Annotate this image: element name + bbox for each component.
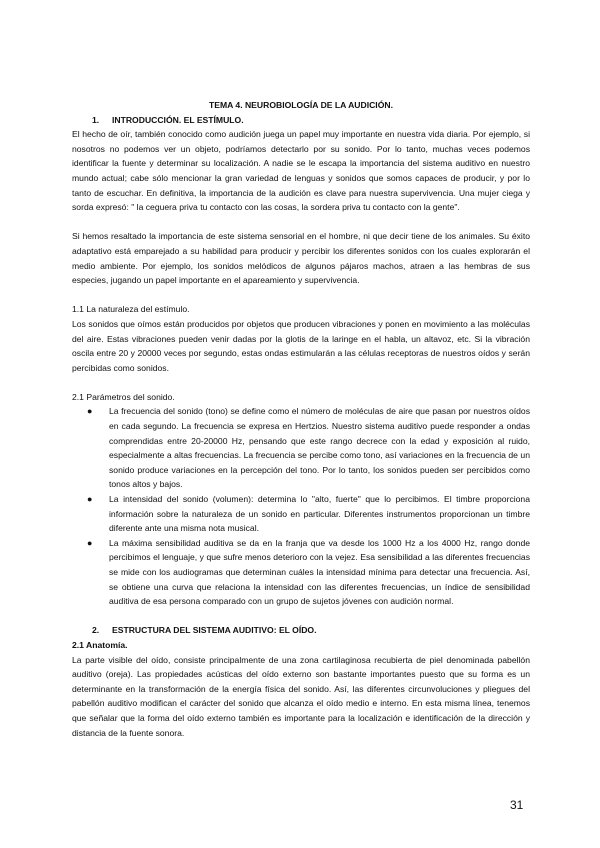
list-item (87, 492, 530, 536)
document-page (72, 98, 530, 740)
list-item-text: La frecuencia del sonido (tono) se define como el número de moléculas de aire que pasan por nuestros oídos en cada segundo. La frecuencia se expresa en Hertzios. Nuestro sistema auditivo puede responder a ondas comprendidas entre 20-20000 Hz, pensando que este rango decrece con la edad y exposición al ruido, especialmente a altas frecuencias. La frecuencia se percibe como tono, así variaciones en la frecuencia de un sonido produce variaciones en la percepción del tono. Por lo tanto, los sonidos pueden ser percibidos como tonos altos y bajos. (109, 406, 530, 490)
section-1-title: INTRODUCCIÓN. EL ESTÍMULO. (112, 114, 244, 125)
paragraph-animals: Si hemos resaltado la importancia de este sistema sensorial en el hombre, ni que decir tiene de los animales. Su éxito adaptativo está emparejado a su habilidad para producir y percibir los diferentes sonidos con los cuales explorarán el medio ambiente. Por ejemplo, los sonidos melódicos de algunos pájaros machos, atraen a las hembras de sus especies, jugando un papel importante en el apareamiento y supervivencia. (72, 231, 530, 286)
section-1-number: 1. (92, 114, 100, 125)
bullet-icon: ● (87, 406, 93, 417)
section-1-heading (72, 113, 530, 128)
section-1-1-heading: 1.1 La naturaleza del estímulo. (72, 304, 190, 315)
paragraph-intro: El hecho de oír, también conocido como audición juega un papel muy importante en nuestra vida diaria. Por ejemplo, si nosotros no podemos ver un objeto, podríamos detectarlo por su sonido. Por lo tanto, muchas veces podemos identificar la fuente y determinar su localización. A nadie se le escapa la importancia del sistema auditivo en nuestro mundo actual; cabe sólo mencionar la gran variedad de lenguas y sonidos que somos capaces de producir, y por lo tanto de escuchar. En definitiva, la importancia de la audición es clave para nuestra supervivencia. Una mujer ciega y sorda expresó: " la ceguera priva tu contacto con las cosas, la sordera priva tu contacto con la gente". (72, 129, 530, 213)
section-2-number: 2. (92, 625, 100, 636)
page-number: 31 (510, 798, 524, 812)
list-item-text: La intensidad del sonido (volumen): determina lo "alto, fuerte" que lo percibimos. El timbre proporciona información sobre la naturaleza de un sonido en particular. Diferentes instrumentos proporcionan un timbre diferente ante una misma nota musical. (109, 494, 530, 534)
bullet-icon: ● (87, 494, 93, 505)
list-item (87, 536, 530, 609)
paragraph-stimulus: Los sonidos que oímos están producidos por objetos que producen vibraciones y ponen en movimiento a las moléculas del aire. Estas vibraciones pueden venir dadas por la glotis de la laringe en el habla, un altavoz, etc. Si la vibración oscila entre 20 y 20000 veces por segundo, estas ondas estimularán a las células receptoras de nuestros oídos y serán percibidas como sonidos. (72, 318, 530, 373)
list-item (87, 404, 530, 492)
section-2-1-parameters-heading: 2.1 Parámetros del sonido. (72, 391, 175, 402)
section-2-heading (72, 623, 530, 638)
section-2-1-anatomy-heading: 2.1 Anatomía. (72, 639, 128, 650)
bullet-icon: ● (87, 537, 93, 548)
paragraph-anatomy: La parte visible del oído, consiste principalmente de una zona cartilaginosa recubierta de piel denominada pabellón auditivo (oreja). Las propiedades acústicas del oído externo son bastante importantes puesto que su forma es un determinante en la transformación de la energía física del sonido. Así, las diferentes circunvoluciones y pliegues del pabellón auditivo modifican el carácter del sonido que alcanza el oído medio e interno. En esta misma línea, tenemos que señalar que la forma del oído externo también es importante para la localización e identificación de la dirección y distancia de la fuente sonora. (72, 654, 530, 738)
list-item-text: La máxima sensibilidad auditiva se da en la franja que va desde los 1000 Hz a los 4000 Hz, rango donde percibimos el lenguaje, y que sufre menos deterioro con la vejez. Esa sensibilidad a las diferentes frecuencias se mide con los audiogramas que determinan cuáles la intensidad mínima para detectar una frecuencia. Así, se obtiene una curva que relaciona la intensidad con las diferentes frecuencias, un índice de sensibilidad auditiva de esa persona comparado con un grupo de sujetos jóvenes con audición normal. (109, 537, 530, 607)
parameters-list (72, 404, 530, 608)
document-title: TEMA 4. NEUROBIOLOGÍA DE LA AUDICIÓN. (209, 100, 393, 110)
section-2-title: ESTRUCTURA DEL SISTEMA AUDITIVO: EL OÍDO. (112, 625, 317, 636)
